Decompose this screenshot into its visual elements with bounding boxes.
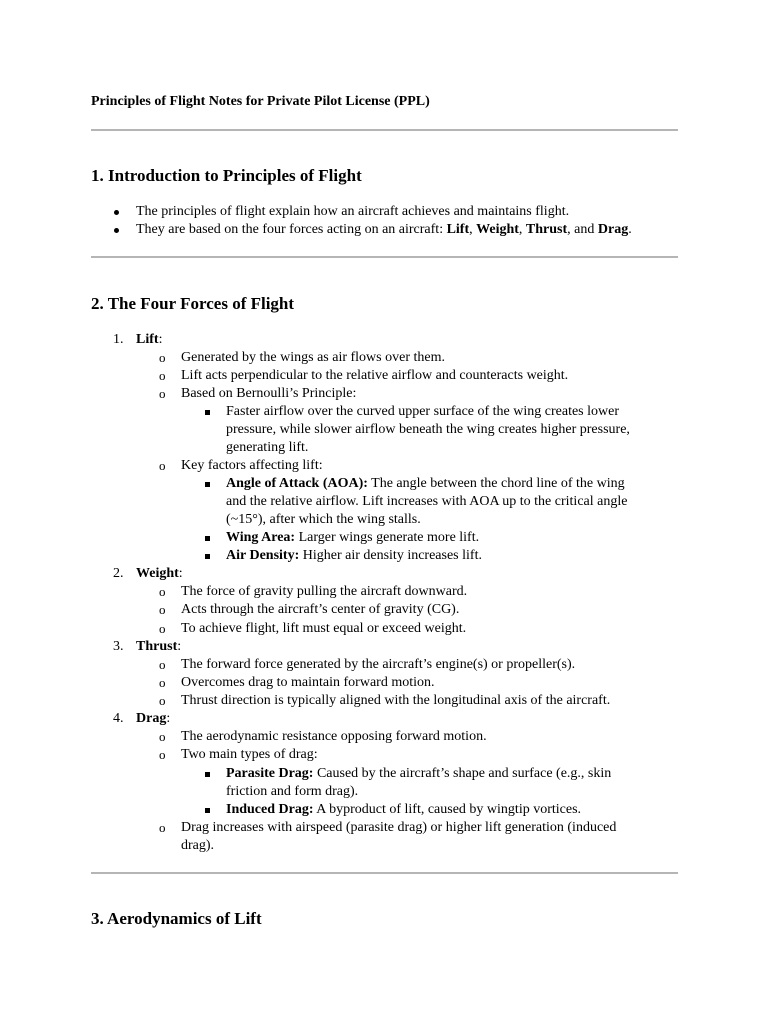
parasite-line-2: friction and form drag). (226, 784, 359, 799)
induced-line: Induced Drag: A byproduct of lift, caused by wingtip vortices. (226, 802, 582, 817)
thrust-title: Thrust: (136, 639, 182, 654)
section-1-heading: 1. Introduction to Principles of Flight (91, 166, 362, 185)
circle-bullet-icon: o (159, 458, 166, 473)
bullet-icon (114, 210, 119, 215)
air-density-line: Air Density: Higher air density increases lift. (226, 548, 482, 563)
square-bullet-icon (205, 410, 210, 415)
bernoulli-line-3: generating lift. (226, 440, 309, 455)
circle-bullet-icon: o (159, 602, 166, 617)
drag-point-1: The aerodynamic resistance opposing forward motion. (181, 729, 487, 744)
circle-bullet-icon: o (159, 621, 166, 636)
divider (91, 872, 678, 874)
circle-bullet-icon: o (159, 747, 166, 762)
force-lift: Lift (446, 222, 470, 237)
drag-point-3-line-2: drag). (181, 838, 215, 853)
drag-point-3-line-1: Drag increases with airspeed (parasite drag) or higher lift generation (induced (181, 820, 617, 835)
divider (91, 129, 678, 131)
bernoulli-line-1: Faster airflow over the curved upper surface of the wing creates lower (226, 404, 619, 419)
drag-title: Drag: (136, 711, 171, 726)
circle-bullet-icon: o (159, 693, 166, 708)
circle-bullet-icon: o (159, 368, 166, 383)
thrust-point-2: Overcomes drag to maintain forward motion. (181, 675, 435, 690)
document-title: Principles of Flight Notes for Private Pilot License (PPL) (91, 94, 430, 109)
thrust-point-3: Thrust direction is typically aligned with the longitudinal axis of the aircraft. (181, 693, 611, 708)
square-bullet-icon (205, 808, 210, 813)
circle-bullet-icon: o (159, 657, 166, 672)
circle-bullet-icon: o (159, 675, 166, 690)
square-bullet-icon (205, 772, 210, 777)
circle-bullet-icon: o (159, 584, 166, 599)
drag-point-2: Two main types of drag: (181, 747, 318, 762)
section-2-heading: 2. The Four Forces of Flight (91, 294, 295, 313)
circle-bullet-icon: o (159, 729, 166, 744)
weight-title: Weight: (136, 566, 183, 581)
weight-point-3: To achieve flight, lift must equal or exceed weight. (181, 621, 467, 636)
parasite-line-1: Parasite Drag: Caused by the aircraft’s shape and surface (e.g., skin (226, 766, 612, 781)
divider (91, 256, 678, 258)
aoa-line-1: Angle of Attack (AOA): The angle between the chord line of the wing (226, 476, 625, 491)
lift-point-1: Generated by the wings as air flows over them. (181, 350, 445, 365)
square-bullet-icon (205, 482, 210, 487)
section-3-heading: 3. Aerodynamics of Lift (91, 909, 262, 928)
intro-bullet-1: The principles of flight explain how an aircraft achieves and maintains flight. (136, 204, 570, 219)
intro-bullet-2: They are based on the four forces acting on an aircraft: Lift, Weight, Thrust, and Drag. (136, 222, 632, 237)
lift-point-3: Based on Bernoulli’s Principle: (181, 386, 357, 401)
lift-point-2: Lift acts perpendicular to the relative airflow and counteracts weight. (181, 368, 569, 383)
circle-bullet-icon: o (159, 386, 166, 401)
force-weight: Weight (476, 222, 519, 237)
aoa-line-2: and the relative airflow. Lift increases with AOA up to the critical angle (226, 494, 628, 509)
bullet-icon (114, 228, 119, 233)
wing-area-line: Wing Area: Larger wings generate more lift. (226, 530, 480, 545)
aoa-line-3: (~15°), after which the wing stalls. (226, 512, 421, 527)
weight-point-1: The force of gravity pulling the aircraft downward. (181, 584, 468, 599)
list-number: 4. (113, 711, 124, 726)
circle-bullet-icon: o (159, 350, 166, 365)
thrust-point-1: The forward force generated by the aircraft’s engine(s) or propeller(s). (181, 657, 576, 672)
intro-bullet-2-text: They are based on the four forces acting on an aircraft: (136, 222, 447, 237)
lift-point-4: Key factors affecting lift: (181, 458, 323, 473)
bernoulli-line-2: pressure, while slower airflow beneath the wing creates higher pressure, (226, 422, 630, 437)
weight-point-2: Acts through the aircraft’s center of gravity (CG). (181, 602, 460, 617)
square-bullet-icon (205, 554, 210, 559)
force-thrust: Thrust (525, 222, 568, 237)
list-number: 1. (113, 332, 124, 347)
square-bullet-icon (205, 536, 210, 541)
list-number: 2. (113, 566, 124, 581)
force-drag: Drag (597, 222, 629, 237)
list-number: 3. (113, 639, 124, 654)
lift-title: Lift: (136, 332, 163, 347)
circle-bullet-icon: o (159, 820, 166, 835)
